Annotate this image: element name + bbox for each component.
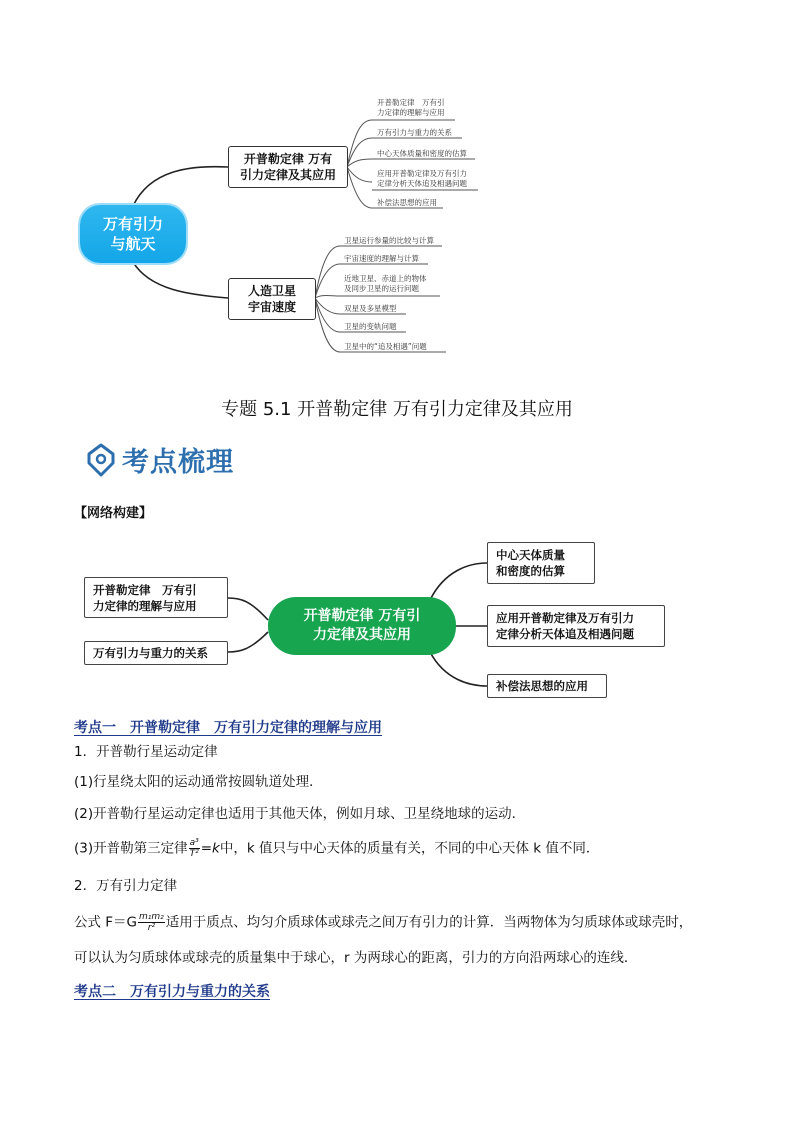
section-title: 考点梳理 (122, 447, 234, 478)
network-node-right-3: 补偿法思想的应用 (487, 674, 607, 698)
kaodian1-heading: 考点一 开普勒定律 万有引力定律的理解与应用 (74, 720, 382, 736)
mindmap-leaf: 开普勒定律 万有引 力定律的理解与应用 (377, 98, 445, 117)
mindmap-leaf: 近地卫星、赤道上的物体 及同步卫星的运行问题 (344, 274, 427, 293)
network-node-right-2: 应用开普勒定律及万有引力 定律分析天体追及相遇问题 (487, 605, 665, 647)
kaodian1-paragraph-1: (1)行星绕太阳的运动通常按圆轨道处理． (74, 774, 323, 790)
mindmap-leaf: 双星及多星模型 (344, 304, 397, 313)
mindmap-branch-satellite: 人造卫星 宇宙速度 (228, 278, 316, 320)
mindmap-root: 万有引力 与航天 (80, 205, 186, 263)
kepler-third-law-fraction: $\frac{\text{a³}}{\text{T²}}$ (189, 838, 199, 859)
mindmap-leaf: 卫星的变轨问题 (344, 322, 397, 331)
network-node-right-1: 中心天体质量 和密度的估算 (487, 542, 595, 584)
mindmap-leaf: 补偿法思想的应用 (377, 198, 437, 207)
document-title: 专题 5.1 开普勒定律 万有引力定律及其应用 (221, 399, 573, 420)
mindmap-leaf: 中心天体质量和密度的估算 (377, 149, 467, 158)
mindmap-leaf: 卫星运行参量的比较与计算 (344, 236, 434, 245)
kaodian1-subheading-1: 1．开普勒行星运动定律 (74, 744, 218, 760)
kaodian1-paragraph-4: 公式 F＝G $\frac{\text{m₁m₂}}{\text{r²}}$ 适用于质点、均匀介质球体或球壳之间万有引力的计算．当两物体为匀质球体或球壳时， (74, 912, 693, 933)
network-node-left-2: 万有引力与重力的关系 (84, 641, 228, 665)
kaodian1-paragraph-2: (2)开普勒行星运动定律也适用于其他天体，例如月球、卫星绕地球的运动． (74, 806, 526, 822)
mindmap-leaf: 卫星中的“追及相遇”问题 (344, 342, 427, 351)
network-node-left-1: 开普勒定律 万有引 力定律的理解与应用 (84, 577, 228, 618)
network-center-node: 开普勒定律 万有引 力定律及其应用 (268, 597, 456, 655)
kaodian1-subheading-2: 2．万有引力定律 (74, 878, 178, 894)
mindmap-branch-kepler: 开普勒定律 万有 引力定律及其应用 (228, 146, 348, 188)
kaodian1-paragraph-3: (3)开普勒第三定律 $\frac{\text{a³}}{\text{T²}}$ =k中，k 值只与中心天体的质量有关，不同的中心天体 k 值不同． (74, 838, 600, 859)
mindmap-leaf: 万有引力与重力的关系 (377, 128, 452, 137)
gravitation-formula-fraction: $\frac{\text{m₁m₂}}{\text{r²}}$ (139, 912, 164, 933)
network-label: 【网络构建】 (74, 506, 153, 521)
kaodian2-heading: 考点二 万有引力与重力的关系 (74, 984, 270, 1000)
kaodian1-paragraph-5: 可以认为匀质球体或球壳的质量集中于球心，r 为两球心的距离，引力的方向沿两球心的连线． (74, 950, 638, 966)
mindmap-leaf: 宇宙速度的理解与计算 (344, 254, 419, 263)
mindmap-leaf: 应用开普勒定律及万有引力 定律分析天体追及相遇问题 (377, 169, 467, 188)
